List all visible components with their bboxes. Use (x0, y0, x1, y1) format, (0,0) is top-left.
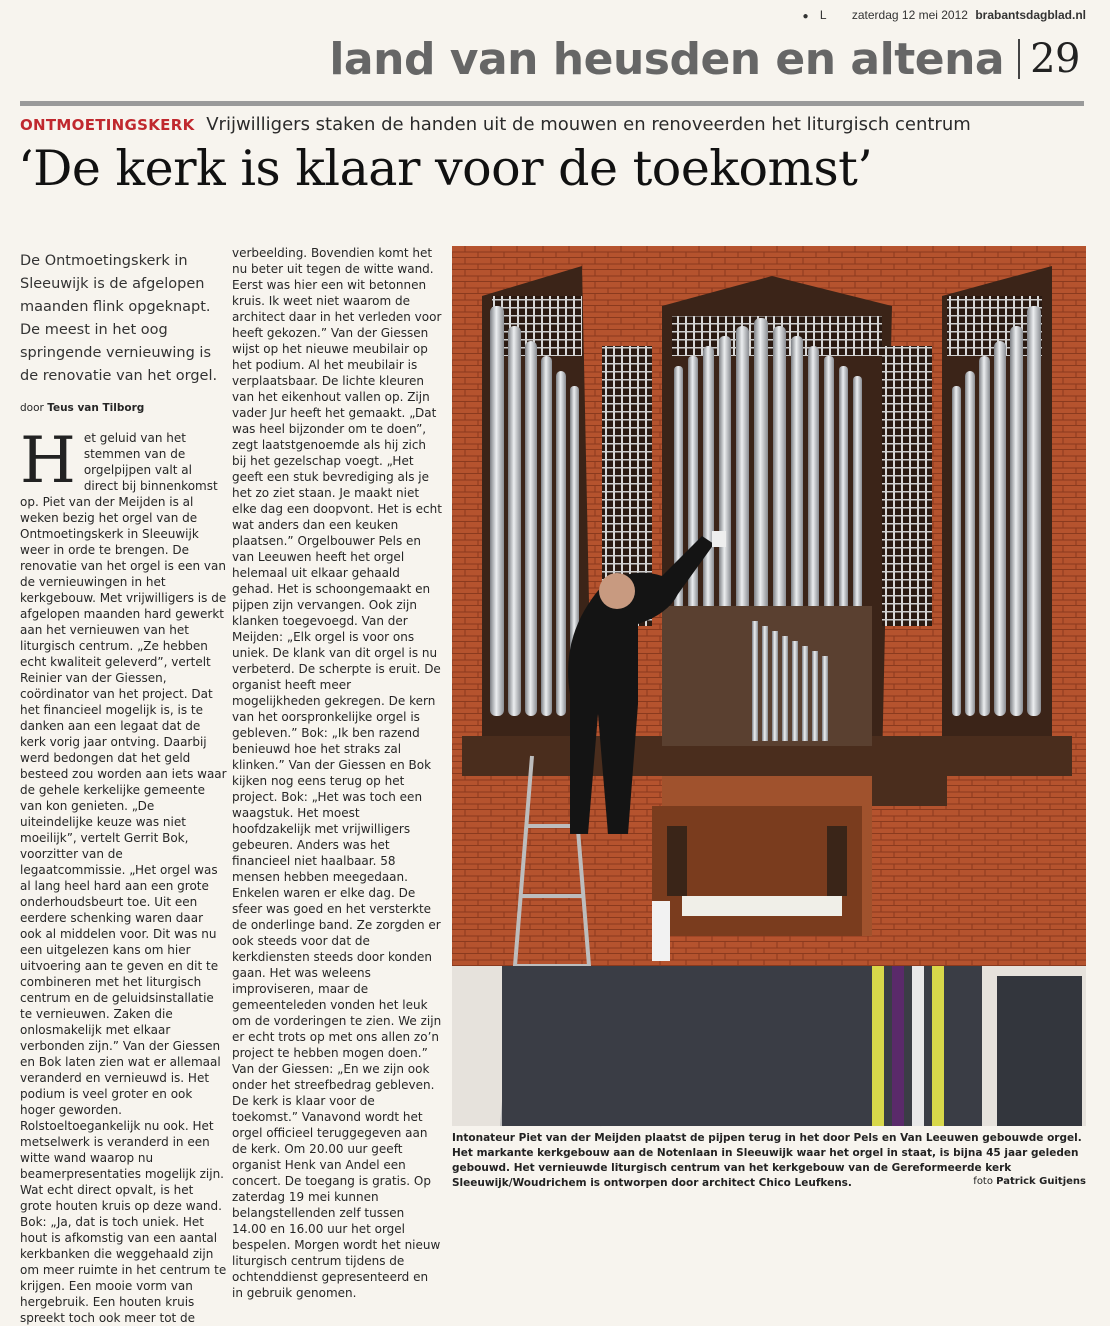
photo-credit (973, 1176, 1086, 1187)
body-start (20, 424, 228, 1326)
organ-photo (452, 246, 1086, 1126)
photo-caption: Intonateur Piet van der Meijden plaatst de pijpen terug in het door Pels en Van Leeuwen gebouwde orgel. Het markante kerkgebouw aan de Notenlaan in Sleeuwijk waar het orgel in staat, is bijna 45 jaar geleden gebouwd. Het vernieuwde liturgisch centrum van het kerkgebouw van de Gereformeerde kerk Sleeuwijk/Woudrichem is ontworpen door architect Chico Leufkens. (452, 1132, 1082, 1189)
byline-prefix: door (20, 402, 44, 414)
edition-letter: L (819, 8, 827, 22)
body-text-col1: et geluid van het stemmen van de orgelpijpen valt al direct bij binnenkomst op. Piet van der Meijden is al weken bezig het orgel van de Ontmoetingskerk in Sleeuwijk weer in orde te brengen. De renovatie van het orgel is een van de vernieuwingen in het kerkgebouw. Met vrijwilligers is de afgelopen maanden hard gewerkt aan het vernieuwen van het liturgisch centrum. „Ze hebben echt kwaliteit geleverd”, vertelt Reinier van der Giessen, coördinator van het project. Dat het financieel mogelijk is, is te danken aan een legaat dat de kerk vorig jaar ontving. Daarbij werd bedongen dat het geld besteed zou worden aan iets waar de gehele kerkelijke gemeente van kon genieten. „De uiteindelijke keuze was niet moeilijk”, vertelt Gerrit Bok, voorzitter van de legaatcommissie. „Het orgel was al lang heel hard aan een grote onderhoudsbeurt toe. Uit een eerdere schenking waren daar ook al middelen voor. Dit was nu een uitgelezen kans om hier uitvoering aan te geven en dit te combineren met het liturgisch centrum en de geluidsinstallatie te vernieuwen. Zaken die onlosmakelijk met elkaar verbonden zijn.” Van der Giessen en Bok laten zien wat er allemaal veranderd en vernieuwd is. Het podium is veel groter en ook hoger geworden. Rolstoeltoegankelijk nu ook. Het metselwerk is veranderd in een witte wand waarop nu beamerpresentaties mogelijk zijn. Wat echt direct opvalt, is het grote houten kruis op deze wand. Bok: „Ja, dat is toch uniek. Het hout is afkomstig van een aantal kerkbanken die weggehaald zijn om meer ruimte in het centrum te krijgen. Een mooie vorm van hergebruik. Een houten kruis spreekt toch ook meer tot de (20, 431, 227, 1325)
article-kicker: ONTMOETINGSKERK (20, 116, 195, 134)
site-name: brabantsdagblad.nl (975, 8, 1086, 22)
article-subkicker: Vrijwilligers staken de handen uit de mouwen en renoveerden het liturgisch centrum (206, 114, 971, 135)
organ-photo-illustration (452, 246, 1086, 1126)
masthead-dot: ● (802, 11, 809, 22)
article-intro: De Ontmoetingskerk in Sleeuwijk is de afgelopen maanden flink opgeknapt. De meest in het oog springende vernieuwing is de renovatie van het orgel. (20, 253, 218, 384)
drop-cap: H (20, 424, 76, 498)
page-number: 29 (1030, 36, 1080, 82)
byline-author: Teus van Tilborg (47, 402, 145, 414)
article-column-1 (20, 250, 228, 1325)
masthead-line (0, 8, 1086, 30)
article-headline: ‘De kerk is klaar voor de toekomst’ (18, 140, 873, 197)
section-header (329, 34, 1080, 84)
publication-date: zaterdag 12 mei 2012 (851, 8, 968, 22)
header-rule (20, 101, 1084, 106)
section-name: land van heusden en altena (329, 33, 1005, 85)
section-divider (1018, 39, 1020, 79)
credit-prefix: foto (973, 1176, 993, 1187)
body-text-col2: verbeelding. Bovendien komt het nu beter uit tegen de witte wand. Eerst was hier een wit betonnen kruis. Ik weet niet waarom de architect daar in het verleden voor heeft gekozen.” Van der Giessen wijst op het nieuwe meubilair op het podium. Al het meubilair is verplaatsbaar. De lichte kleuren van het eikenhout vallen op. Zijn vader Jur heeft het gemaakt. „Dat was heel bijzonder om te doen”, zegt laatstgenoemde als hij zich bij het gezelschap voegt. „Het geeft een stuk bevrediging als je het zo ziet staan. Je maakt niet elke dag een doopvont. Het is echt wat anders dan een keuken plaatsen.” Orgelbouwer Pels en van Leeuwen heeft het orgel helemaal uit elkaar gehaald gehad. Het is schoongemaakt en pijpen zijn vervangen. Ook zijn klanken toegevoegd. Van der Meijden: „Elk orgel is voor ons uniek. De klank van dit orgel is nu verbeterd. De scherpte is eruit. De organist heeft meer mogelijkheden gekregen. De kern van het oorspronkelijke orgel is gebleven.” Bok: „Ik ben razend benieuwd hoe het straks zal klinken.” Van der Giessen en Bok kijken nog eens terug op het project. Bok: „Het was toch een waagstuk. Het moest hoofdzakelijk met vrijwilligers gebeuren. Anders was het financieel niet haalbaar. 58 mensen hebben meegedaan. Enkelen waren er elke dag. De sfeer was goed en het versterkte de onderlinge band. Ze zorgden er ook steeds voor dat de kerkdiensten steeds door konden gaan. Het was weleens improviseren, maar de gemeenteleden vonden het leuk om de vorderingen te zien. We zijn er echt trots op met ons allen zo’n project te hebben mogen doen.” Van der Giessen: „En we zijn ook onder het streefbedrag gebleven. De kerk is klaar voor de toekomst.” Vanavond wordt het orgel officieel teruggegeven aan de kerk. Om 20.00 uur geeft organist Henk van Andel een concert. De toegang is gratis. Op zaterdag 19 mei kunnen belangstellenden zelf tussen 14.00 en 16.00 uur het orgel bespelen. Morgen wordt het nieuw liturgisch centrum tijdens de ochtenddienst gepresenteerd en in gebruik genomen. (232, 246, 442, 1300)
kicker-row (20, 114, 1084, 138)
byline (20, 400, 228, 416)
credit-name: Patrick Guitjens (996, 1176, 1086, 1187)
article-column-2 (232, 245, 442, 1300)
